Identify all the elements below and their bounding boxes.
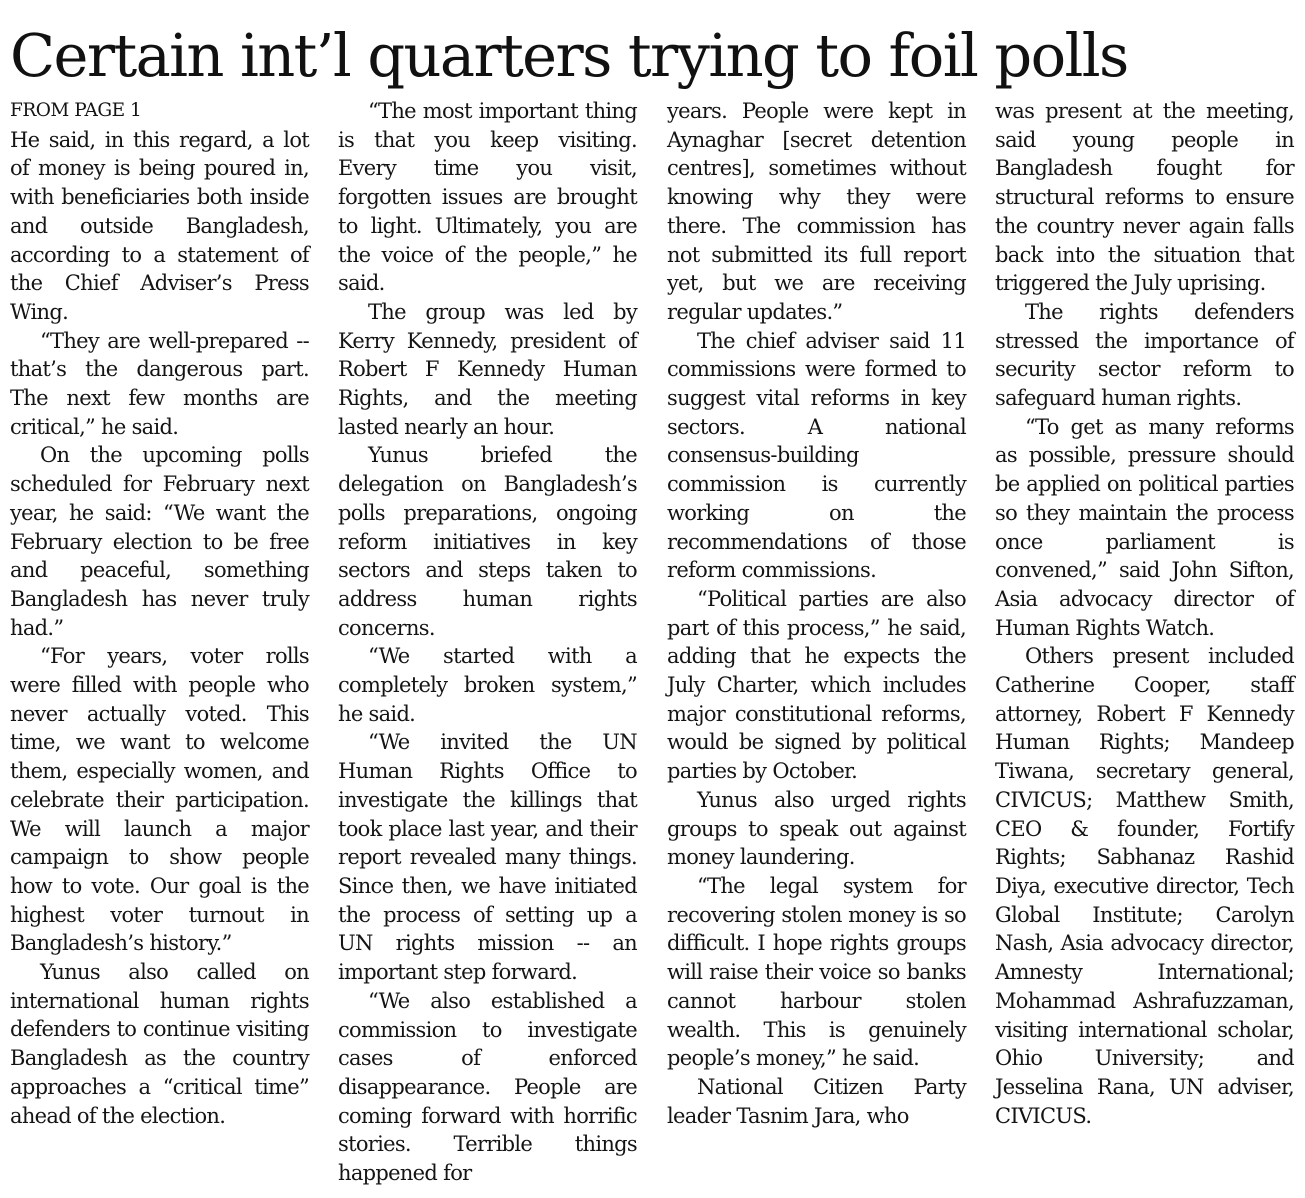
paragraph: The group was led by Kerry Kennedy, president of Robert F Kennedy Human Rights, and the meeting lasted nearly an hour.: [338, 299, 637, 439]
headline: Certain int’l quarters trying to foil polls: [10, 21, 1128, 90]
paragraph: “We also established a commission to investigate cases of enforced disappearance. People are coming forward with horrific stories. Terrible things happened for: [338, 988, 637, 1186]
paragraph: “They are well-prepared -- that’s the dangerous part. The next few months are critical,” he said.: [10, 328, 309, 439]
article-column-2: [338, 97, 637, 1188]
paragraph: “The most important thing is that you keep visiting. Every time you visit, forgotten issues are brought to light. Ultimately, you are the voice of the people,” he said.: [338, 99, 637, 296]
paragraph: “For years, voter rolls were filled with people who never actually voted. This time, we want to welcome them, especially women, and celebrate their participation. We will launch a major campaign to show people how to vote. Our goal is the highest voter turnout in Bangladesh’s history.”: [10, 644, 309, 956]
paragraph: “We started with a completely broken system,” he said.: [338, 644, 637, 726]
paragraph: “Political parties are also part of this process,” he said, adding that he expects the July Charter, which includes major constitutional reforms, would be signed by political parties by October.: [667, 586, 966, 784]
paragraph: The chief adviser said 11 commissions were formed to suggest vital reforms in key sectors. A national consensus-building commission is currently working on the recommendations of those reform commissions.: [667, 328, 966, 583]
paragraph: Yunus briefed the delegation on Bangladesh’s polls preparations, ongoing reform initiatives in key sectors and steps taken to address human rights concerns.: [338, 443, 637, 640]
paragraph: He said, in this regard, a lot of money is being poured in, with beneficiaries both inside and outside Bangladesh, according to a statement of the Chief Adviser’s Press Wing.: [10, 127, 309, 324]
paragraph: Yunus also urged rights groups to speak out against money laundering.: [667, 787, 966, 870]
article-column-4: [995, 97, 1294, 1130]
paragraph: Others present included Catherine Cooper, staff attorney, Robert F Kennedy Human Rights; Mandeep Tiwana, secretary general, CIVICUS; Matthew Smith, CEO & founder, Fortify Rights; Sabhanaz Rashid Diya, executive director, Tech Global Institute; Carolyn Nash, Asia advocacy director, Amnesty International; Mohammad Ashrafuzzaman, visiting international scholar, Ohio University; and Jesselina Rana, UN adviser, CIVICUS.: [995, 644, 1294, 1128]
paragraph: On the upcoming polls scheduled for February next year, he said: “We want the February election to be free and peaceful, something Bangladesh has never truly had.”: [10, 443, 309, 640]
paragraph: “The legal system for recovering stolen money is so difficult. I hope rights groups will raise their voice so banks cannot harbour stolen wealth. This is genuinely people’s money,” he said.: [667, 873, 966, 1071]
paragraph: was present at the meeting, said young people in Bangladesh fought for structural reforms to ensure the country never again falls back into the situation that triggered the July uprising.: [995, 99, 1294, 296]
paragraph: The rights defenders stressed the importance of security sector reform to safeguard human rights.: [995, 299, 1294, 411]
paragraph: years. People were kept in Aynaghar [secret detention centres], sometimes without knowing why they were there. The commission has not submitted its full report yet, but we are receiving regular updates.”: [667, 99, 966, 324]
article-column-3: [667, 97, 966, 1130]
paragraph: “To get as many reforms as possible, pressure should be applied on political parties so they maintain the process once parliament is convened,” said John Sifton, Asia advocacy director of Human Rights Watch.: [995, 414, 1294, 640]
paragraph: National Citizen Party leader Tasnim Jara, who: [667, 1074, 966, 1128]
jump-line: FROM PAGE 1: [10, 100, 142, 121]
article-column-1: [10, 97, 309, 1130]
paragraph: Yunus also called on international human rights defenders to continue visiting Bangladesh as the country approaches a “critical time” ahead of the election.: [10, 960, 309, 1128]
paragraph: “We invited the UN Human Rights Office to investigate the killings that took place last year, and their report revealed many things. Since then, we have initiated the process of setting up a UN rights mission -- an important step forward.: [338, 730, 637, 985]
